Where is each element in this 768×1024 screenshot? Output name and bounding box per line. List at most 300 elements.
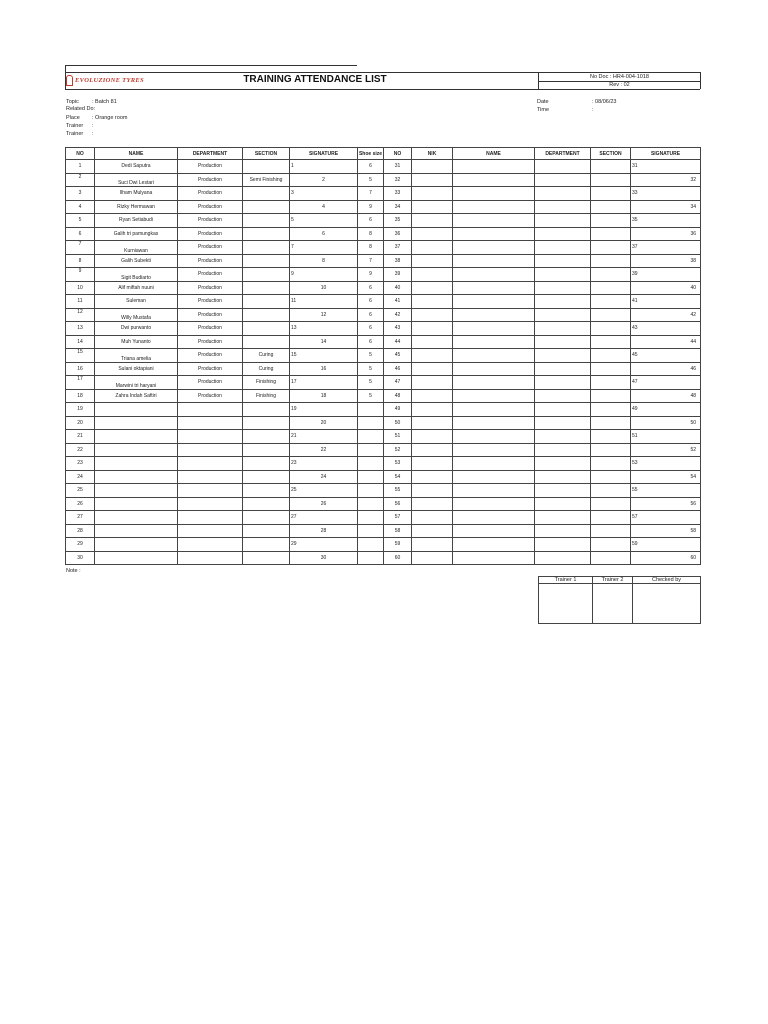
signature-cell[interactable]: 14 bbox=[290, 335, 358, 349]
participant-name[interactable]: Sigit Budiarto bbox=[95, 268, 178, 282]
shoe-size[interactable] bbox=[358, 497, 384, 511]
participant-name[interactable]: Rizky Hermawan bbox=[95, 200, 178, 214]
signature-cell[interactable]: 15 bbox=[290, 349, 358, 363]
signature-cell[interactable]: 19 bbox=[290, 403, 358, 417]
participant-name[interactable] bbox=[95, 470, 178, 484]
participant-section-right[interactable] bbox=[591, 268, 631, 282]
participant-department[interactable] bbox=[178, 443, 243, 457]
nik-cell[interactable] bbox=[412, 551, 453, 565]
participant-name[interactable] bbox=[95, 457, 178, 471]
nik-cell[interactable] bbox=[412, 457, 453, 471]
shoe-size[interactable] bbox=[358, 443, 384, 457]
participant-section-right[interactable] bbox=[591, 214, 631, 228]
nik-cell[interactable] bbox=[412, 295, 453, 309]
participant-section[interactable] bbox=[243, 443, 290, 457]
signature-cell-right[interactable]: 34 bbox=[631, 200, 701, 214]
shoe-size[interactable]: 8 bbox=[358, 241, 384, 255]
participant-name-right[interactable] bbox=[453, 416, 535, 430]
participant-section[interactable] bbox=[243, 335, 290, 349]
participant-section[interactable]: Semi Finishing bbox=[243, 173, 290, 187]
signature-cell-right[interactable]: 39 bbox=[631, 268, 701, 282]
participant-section-right[interactable] bbox=[591, 443, 631, 457]
signature-cell[interactable]: 21 bbox=[290, 430, 358, 444]
participant-section-right[interactable] bbox=[591, 416, 631, 430]
signature-cell-right[interactable]: 43 bbox=[631, 322, 701, 336]
signature-cell-right[interactable]: 42 bbox=[631, 308, 701, 322]
participant-section[interactable] bbox=[243, 227, 290, 241]
participant-section-right[interactable] bbox=[591, 403, 631, 417]
participant-department[interactable] bbox=[178, 524, 243, 538]
participant-name-right[interactable] bbox=[453, 470, 535, 484]
participant-section[interactable]: Curing bbox=[243, 362, 290, 376]
participant-name-right[interactable] bbox=[453, 511, 535, 525]
participant-department[interactable] bbox=[178, 430, 243, 444]
participant-department-right[interactable] bbox=[535, 281, 591, 295]
signature-cell-right[interactable]: 36 bbox=[631, 227, 701, 241]
nik-cell[interactable] bbox=[412, 389, 453, 403]
participant-section-right[interactable] bbox=[591, 524, 631, 538]
shoe-size[interactable]: 5 bbox=[358, 389, 384, 403]
participant-section-right[interactable] bbox=[591, 227, 631, 241]
signature-cell-right[interactable]: 59 bbox=[631, 538, 701, 552]
nik-cell[interactable] bbox=[412, 443, 453, 457]
participant-department[interactable] bbox=[178, 457, 243, 471]
nik-cell[interactable] bbox=[412, 322, 453, 336]
nik-cell[interactable] bbox=[412, 524, 453, 538]
participant-department-right[interactable] bbox=[535, 457, 591, 471]
signature-cell-right[interactable]: 54 bbox=[631, 470, 701, 484]
nik-cell[interactable] bbox=[412, 227, 453, 241]
participant-department[interactable]: Production bbox=[178, 227, 243, 241]
participant-name[interactable] bbox=[95, 497, 178, 511]
participant-department-right[interactable] bbox=[535, 308, 591, 322]
signature-cell[interactable]: 22 bbox=[290, 443, 358, 457]
shoe-size[interactable]: 5 bbox=[358, 362, 384, 376]
participant-department[interactable] bbox=[178, 511, 243, 525]
participant-department[interactable]: Production bbox=[178, 362, 243, 376]
nik-cell[interactable] bbox=[412, 308, 453, 322]
shoe-size[interactable] bbox=[358, 430, 384, 444]
participant-name[interactable]: Marwini tri haryani bbox=[95, 376, 178, 390]
signature-cell[interactable]: 17 bbox=[290, 376, 358, 390]
participant-name-right[interactable] bbox=[453, 227, 535, 241]
signature-cell-right[interactable]: 47 bbox=[631, 376, 701, 390]
participant-section[interactable] bbox=[243, 187, 290, 201]
shoe-size[interactable] bbox=[358, 538, 384, 552]
participant-department-right[interactable] bbox=[535, 254, 591, 268]
participant-department-right[interactable] bbox=[535, 241, 591, 255]
participant-name[interactable] bbox=[95, 511, 178, 525]
shoe-size[interactable] bbox=[358, 457, 384, 471]
shoe-size[interactable]: 5 bbox=[358, 173, 384, 187]
participant-section-right[interactable] bbox=[591, 322, 631, 336]
signature-cell[interactable]: 12 bbox=[290, 308, 358, 322]
signature-cell[interactable]: 23 bbox=[290, 457, 358, 471]
participant-department[interactable]: Production bbox=[178, 160, 243, 174]
signature-cell[interactable]: 9 bbox=[290, 268, 358, 282]
participant-section-right[interactable] bbox=[591, 551, 631, 565]
participant-name[interactable] bbox=[95, 484, 178, 498]
participant-department-right[interactable] bbox=[535, 551, 591, 565]
signature-cell[interactable]: 30 bbox=[290, 551, 358, 565]
participant-section-right[interactable] bbox=[591, 173, 631, 187]
nik-cell[interactable] bbox=[412, 254, 453, 268]
participant-name-right[interactable] bbox=[453, 403, 535, 417]
participant-section-right[interactable] bbox=[591, 470, 631, 484]
participant-department-right[interactable] bbox=[535, 268, 591, 282]
participant-name[interactable]: Dwi purwanto bbox=[95, 322, 178, 336]
signature-cell-right[interactable]: 33 bbox=[631, 187, 701, 201]
participant-name[interactable] bbox=[95, 551, 178, 565]
participant-name[interactable]: Suleman bbox=[95, 295, 178, 309]
shoe-size[interactable] bbox=[358, 470, 384, 484]
signature-cell-right[interactable]: 35 bbox=[631, 214, 701, 228]
participant-department[interactable]: Production bbox=[178, 295, 243, 309]
participant-name[interactable]: Kurniawan bbox=[95, 241, 178, 255]
participant-section[interactable] bbox=[243, 470, 290, 484]
participant-section[interactable] bbox=[243, 538, 290, 552]
participant-name-right[interactable] bbox=[453, 376, 535, 390]
signature-cell-right[interactable]: 41 bbox=[631, 295, 701, 309]
shoe-size[interactable]: 5 bbox=[358, 349, 384, 363]
participant-name-right[interactable] bbox=[453, 254, 535, 268]
participant-name[interactable] bbox=[95, 524, 178, 538]
participant-department-right[interactable] bbox=[535, 443, 591, 457]
participant-name[interactable] bbox=[95, 403, 178, 417]
participant-department-right[interactable] bbox=[535, 403, 591, 417]
participant-department-right[interactable] bbox=[535, 524, 591, 538]
nik-cell[interactable] bbox=[412, 403, 453, 417]
trainer1-signature-box[interactable] bbox=[539, 584, 593, 624]
signature-cell[interactable]: 16 bbox=[290, 362, 358, 376]
signature-cell[interactable]: 6 bbox=[290, 227, 358, 241]
signature-cell[interactable]: 25 bbox=[290, 484, 358, 498]
participant-department-right[interactable] bbox=[535, 322, 591, 336]
participant-name-right[interactable] bbox=[453, 160, 535, 174]
participant-department[interactable]: Production bbox=[178, 173, 243, 187]
participant-department[interactable]: Production bbox=[178, 389, 243, 403]
participant-section[interactable] bbox=[243, 484, 290, 498]
shoe-size[interactable] bbox=[358, 403, 384, 417]
nik-cell[interactable] bbox=[412, 349, 453, 363]
participant-section[interactable] bbox=[243, 416, 290, 430]
participant-name-right[interactable] bbox=[453, 308, 535, 322]
participant-department[interactable] bbox=[178, 403, 243, 417]
nik-cell[interactable] bbox=[412, 362, 453, 376]
participant-section-right[interactable] bbox=[591, 538, 631, 552]
participant-section[interactable] bbox=[243, 160, 290, 174]
shoe-size[interactable] bbox=[358, 484, 384, 498]
nik-cell[interactable] bbox=[412, 200, 453, 214]
signature-cell-right[interactable]: 56 bbox=[631, 497, 701, 511]
signature-cell-right[interactable]: 60 bbox=[631, 551, 701, 565]
signature-cell-right[interactable]: 49 bbox=[631, 403, 701, 417]
participant-section-right[interactable] bbox=[591, 160, 631, 174]
signature-cell[interactable]: 29 bbox=[290, 538, 358, 552]
participant-name-right[interactable] bbox=[453, 484, 535, 498]
nik-cell[interactable] bbox=[412, 214, 453, 228]
participant-section[interactable] bbox=[243, 497, 290, 511]
signature-cell[interactable]: 8 bbox=[290, 254, 358, 268]
signature-cell[interactable]: 1 bbox=[290, 160, 358, 174]
participant-section[interactable] bbox=[243, 524, 290, 538]
participant-department[interactable]: Production bbox=[178, 241, 243, 255]
participant-name[interactable]: Galih tri pamungkas bbox=[95, 227, 178, 241]
participant-department[interactable] bbox=[178, 484, 243, 498]
participant-section-right[interactable] bbox=[591, 497, 631, 511]
signature-cell[interactable]: 4 bbox=[290, 200, 358, 214]
participant-section[interactable] bbox=[243, 430, 290, 444]
shoe-size[interactable]: 7 bbox=[358, 187, 384, 201]
participant-department[interactable]: Production bbox=[178, 322, 243, 336]
participant-section-right[interactable] bbox=[591, 349, 631, 363]
nik-cell[interactable] bbox=[412, 470, 453, 484]
participant-department[interactable] bbox=[178, 551, 243, 565]
participant-department-right[interactable] bbox=[535, 295, 591, 309]
participant-department-right[interactable] bbox=[535, 389, 591, 403]
participant-name-right[interactable] bbox=[453, 497, 535, 511]
participant-section[interactable] bbox=[243, 308, 290, 322]
participant-department-right[interactable] bbox=[535, 416, 591, 430]
participant-department[interactable]: Production bbox=[178, 376, 243, 390]
nik-cell[interactable] bbox=[412, 376, 453, 390]
participant-section[interactable] bbox=[243, 268, 290, 282]
trainer2-signature-box[interactable] bbox=[593, 584, 633, 624]
nik-cell[interactable] bbox=[412, 511, 453, 525]
participant-name-right[interactable] bbox=[453, 281, 535, 295]
signature-cell[interactable]: 24 bbox=[290, 470, 358, 484]
participant-department-right[interactable] bbox=[535, 470, 591, 484]
nik-cell[interactable] bbox=[412, 430, 453, 444]
participant-name-right[interactable] bbox=[453, 349, 535, 363]
participant-name-right[interactable] bbox=[453, 430, 535, 444]
shoe-size[interactable] bbox=[358, 511, 384, 525]
participant-section[interactable] bbox=[243, 551, 290, 565]
participant-name[interactable] bbox=[95, 538, 178, 552]
shoe-size[interactable] bbox=[358, 524, 384, 538]
participant-department-right[interactable] bbox=[535, 173, 591, 187]
participant-name-right[interactable] bbox=[453, 524, 535, 538]
participant-section-right[interactable] bbox=[591, 457, 631, 471]
participant-name-right[interactable] bbox=[453, 268, 535, 282]
participant-name[interactable]: Suci Dwi Lestari bbox=[95, 173, 178, 187]
participant-section[interactable] bbox=[243, 511, 290, 525]
participant-name[interactable]: Zahra Indah Saftiri bbox=[95, 389, 178, 403]
participant-section[interactable] bbox=[243, 295, 290, 309]
signature-cell-right[interactable]: 38 bbox=[631, 254, 701, 268]
participant-section-right[interactable] bbox=[591, 241, 631, 255]
participant-department[interactable]: Production bbox=[178, 214, 243, 228]
participant-section[interactable]: Finishing bbox=[243, 376, 290, 390]
shoe-size[interactable] bbox=[358, 416, 384, 430]
signature-cell-right[interactable]: 32 bbox=[631, 173, 701, 187]
participant-department-right[interactable] bbox=[535, 497, 591, 511]
participant-department-right[interactable] bbox=[535, 335, 591, 349]
participant-section[interactable] bbox=[243, 457, 290, 471]
participant-department[interactable]: Production bbox=[178, 308, 243, 322]
signature-cell[interactable]: 10 bbox=[290, 281, 358, 295]
signature-cell-right[interactable]: 53 bbox=[631, 457, 701, 471]
nik-cell[interactable] bbox=[412, 335, 453, 349]
shoe-size[interactable]: 9 bbox=[358, 200, 384, 214]
participant-section-right[interactable] bbox=[591, 430, 631, 444]
participant-department[interactable] bbox=[178, 538, 243, 552]
participant-name[interactable]: Alif miftah nuuni bbox=[95, 281, 178, 295]
participant-department[interactable]: Production bbox=[178, 335, 243, 349]
signature-cell-right[interactable]: 55 bbox=[631, 484, 701, 498]
participant-section[interactable] bbox=[243, 403, 290, 417]
nik-cell[interactable] bbox=[412, 281, 453, 295]
signature-cell[interactable]: 11 bbox=[290, 295, 358, 309]
participant-name[interactable]: Muh Yunanto bbox=[95, 335, 178, 349]
participant-section-right[interactable] bbox=[591, 295, 631, 309]
signature-cell-right[interactable]: 40 bbox=[631, 281, 701, 295]
participant-name-right[interactable] bbox=[453, 322, 535, 336]
participant-section-right[interactable] bbox=[591, 389, 631, 403]
shoe-size[interactable]: 6 bbox=[358, 308, 384, 322]
participant-section[interactable] bbox=[243, 214, 290, 228]
signature-cell-right[interactable]: 48 bbox=[631, 389, 701, 403]
checked-by-signature-box[interactable] bbox=[633, 584, 701, 624]
nik-cell[interactable] bbox=[412, 538, 453, 552]
signature-cell[interactable]: 27 bbox=[290, 511, 358, 525]
participant-section-right[interactable] bbox=[591, 254, 631, 268]
participant-name[interactable]: Galih Subekti bbox=[95, 254, 178, 268]
participant-department-right[interactable] bbox=[535, 511, 591, 525]
participant-department[interactable] bbox=[178, 416, 243, 430]
participant-section[interactable] bbox=[243, 254, 290, 268]
participant-section-right[interactable] bbox=[591, 376, 631, 390]
participant-department[interactable]: Production bbox=[178, 200, 243, 214]
participant-section-right[interactable] bbox=[591, 308, 631, 322]
shoe-size[interactable]: 6 bbox=[358, 295, 384, 309]
nik-cell[interactable] bbox=[412, 497, 453, 511]
shoe-size[interactable]: 5 bbox=[358, 376, 384, 390]
shoe-size[interactable]: 6 bbox=[358, 160, 384, 174]
participant-department[interactable]: Production bbox=[178, 254, 243, 268]
participant-name-right[interactable] bbox=[453, 362, 535, 376]
participant-department-right[interactable] bbox=[535, 187, 591, 201]
participant-section-right[interactable] bbox=[591, 484, 631, 498]
signature-cell[interactable]: 3 bbox=[290, 187, 358, 201]
signature-cell[interactable]: 18 bbox=[290, 389, 358, 403]
participant-section[interactable] bbox=[243, 322, 290, 336]
nik-cell[interactable] bbox=[412, 173, 453, 187]
signature-cell-right[interactable]: 52 bbox=[631, 443, 701, 457]
shoe-size[interactable]: 6 bbox=[358, 335, 384, 349]
participant-name[interactable] bbox=[95, 416, 178, 430]
signature-cell-right[interactable]: 58 bbox=[631, 524, 701, 538]
shoe-size[interactable]: 6 bbox=[358, 281, 384, 295]
nik-cell[interactable] bbox=[412, 268, 453, 282]
shoe-size[interactable]: 6 bbox=[358, 214, 384, 228]
participant-section[interactable]: Curing bbox=[243, 349, 290, 363]
nik-cell[interactable] bbox=[412, 416, 453, 430]
participant-department-right[interactable] bbox=[535, 200, 591, 214]
signature-cell[interactable]: 20 bbox=[290, 416, 358, 430]
participant-name[interactable] bbox=[95, 443, 178, 457]
shoe-size[interactable]: 9 bbox=[358, 268, 384, 282]
participant-name-right[interactable] bbox=[453, 551, 535, 565]
signature-cell-right[interactable]: 57 bbox=[631, 511, 701, 525]
participant-section[interactable] bbox=[243, 281, 290, 295]
signature-cell[interactable]: 26 bbox=[290, 497, 358, 511]
participant-name-right[interactable] bbox=[453, 173, 535, 187]
nik-cell[interactable] bbox=[412, 241, 453, 255]
participant-section-right[interactable] bbox=[591, 281, 631, 295]
signature-cell[interactable]: 2 bbox=[290, 173, 358, 187]
participant-name[interactable]: Ilham Mulyana bbox=[95, 187, 178, 201]
participant-section[interactable] bbox=[243, 200, 290, 214]
signature-cell-right[interactable]: 37 bbox=[631, 241, 701, 255]
participant-section-right[interactable] bbox=[591, 511, 631, 525]
participant-name-right[interactable] bbox=[453, 389, 535, 403]
participant-name-right[interactable] bbox=[453, 295, 535, 309]
participant-department[interactable] bbox=[178, 497, 243, 511]
participant-section-right[interactable] bbox=[591, 362, 631, 376]
participant-name[interactable]: Ryan Setiabudi bbox=[95, 214, 178, 228]
signature-cell-right[interactable]: 44 bbox=[631, 335, 701, 349]
signature-cell-right[interactable]: 50 bbox=[631, 416, 701, 430]
participant-name[interactable]: Dedi Saputra bbox=[95, 160, 178, 174]
participant-section[interactable] bbox=[243, 241, 290, 255]
participant-name-right[interactable] bbox=[453, 241, 535, 255]
signature-cell-right[interactable]: 31 bbox=[631, 160, 701, 174]
participant-name-right[interactable] bbox=[453, 214, 535, 228]
participant-name[interactable]: Triana amelia bbox=[95, 349, 178, 363]
participant-department[interactable]: Production bbox=[178, 349, 243, 363]
signature-cell-right[interactable]: 45 bbox=[631, 349, 701, 363]
signature-cell[interactable]: 5 bbox=[290, 214, 358, 228]
participant-section-right[interactable] bbox=[591, 200, 631, 214]
participant-section[interactable]: Finishing bbox=[243, 389, 290, 403]
shoe-size[interactable]: 7 bbox=[358, 254, 384, 268]
shoe-size[interactable]: 8 bbox=[358, 227, 384, 241]
participant-department-right[interactable] bbox=[535, 430, 591, 444]
signature-cell-right[interactable]: 51 bbox=[631, 430, 701, 444]
participant-name-right[interactable] bbox=[453, 187, 535, 201]
participant-section-right[interactable] bbox=[591, 335, 631, 349]
participant-department-right[interactable] bbox=[535, 362, 591, 376]
signature-cell[interactable]: 28 bbox=[290, 524, 358, 538]
participant-department-right[interactable] bbox=[535, 484, 591, 498]
participant-name-right[interactable] bbox=[453, 443, 535, 457]
participant-department-right[interactable] bbox=[535, 349, 591, 363]
participant-name-right[interactable] bbox=[453, 457, 535, 471]
participant-department[interactable] bbox=[178, 470, 243, 484]
shoe-size[interactable] bbox=[358, 551, 384, 565]
nik-cell[interactable] bbox=[412, 484, 453, 498]
signature-cell[interactable]: 7 bbox=[290, 241, 358, 255]
participant-department-right[interactable] bbox=[535, 214, 591, 228]
participant-department-right[interactable] bbox=[535, 538, 591, 552]
participant-department[interactable]: Production bbox=[178, 281, 243, 295]
nik-cell[interactable] bbox=[412, 187, 453, 201]
signature-cell[interactable]: 13 bbox=[290, 322, 358, 336]
participant-name[interactable] bbox=[95, 430, 178, 444]
shoe-size[interactable]: 6 bbox=[358, 322, 384, 336]
participant-name-right[interactable] bbox=[453, 335, 535, 349]
participant-name[interactable]: Sulani oktapiani bbox=[95, 362, 178, 376]
nik-cell[interactable] bbox=[412, 160, 453, 174]
signature-cell-right[interactable]: 46 bbox=[631, 362, 701, 376]
participant-department-right[interactable] bbox=[535, 227, 591, 241]
participant-name-right[interactable] bbox=[453, 200, 535, 214]
participant-name-right[interactable] bbox=[453, 538, 535, 552]
participant-department-right[interactable] bbox=[535, 160, 591, 174]
participant-department[interactable]: Production bbox=[178, 187, 243, 201]
participant-department-right[interactable] bbox=[535, 376, 591, 390]
